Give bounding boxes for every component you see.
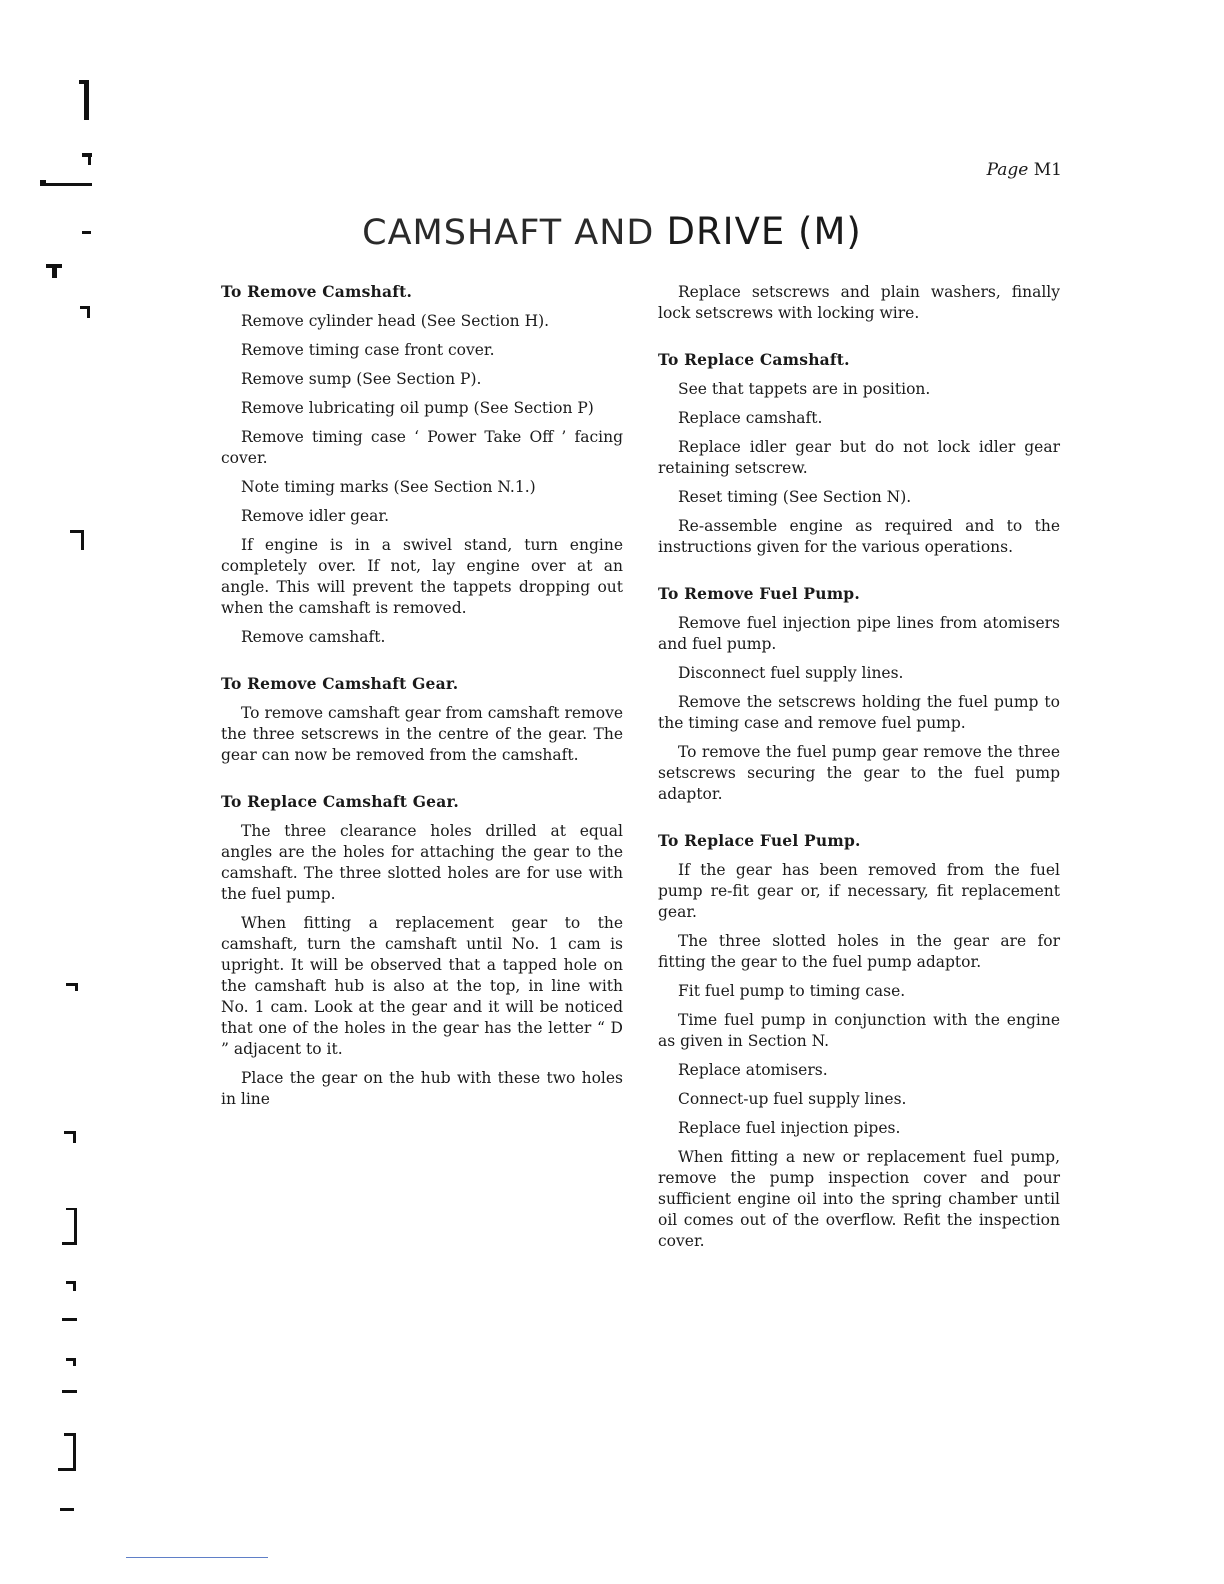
title-part-2: DRIVE (M) xyxy=(666,210,862,253)
section-remove-fuel-pump xyxy=(658,584,1060,805)
section-replace-camshaft xyxy=(658,350,1060,558)
paragraph: Remove cylinder head (See Section H). xyxy=(241,312,550,330)
paragraph: Connect-up fuel supply lines. xyxy=(678,1090,907,1108)
paragraph: Replace atomisers. xyxy=(678,1061,828,1079)
section-heading: To Replace Camshaft. xyxy=(658,350,850,369)
paragraph: Remove timing case front cover. xyxy=(241,341,495,359)
paragraph: Fit fuel pump to timing case. xyxy=(678,982,906,1000)
paragraph: The three slotted holes in the gear are for fitting the gear to the fuel pump adaptor. xyxy=(658,932,1060,971)
paragraph: To remove camshaft gear from camshaft remove the three setscrews in the centre of the gear. The gear can now be removed from the camshaft. xyxy=(221,704,623,764)
section-remove-camshaft xyxy=(221,282,623,648)
right-column xyxy=(658,282,1060,1260)
section-heading: To Replace Fuel Pump. xyxy=(658,831,861,850)
paragraph: Remove lubricating oil pump (See Section P) xyxy=(241,399,594,417)
section-remove-camshaft-gear xyxy=(221,674,623,766)
paragraph: When fitting a replacement gear to the camshaft, turn the camshaft until No. 1 cam is upright. It will be observed that a tapped hole on the camshaft hub is also at the top, in line with No. 1 cam. Look at the gear and it will be noticed that one of the holes in the gear has the letter “ D ” adjacent to it. xyxy=(221,914,623,1058)
page-number xyxy=(987,160,1062,180)
paragraph: When fitting a new or replacement fuel pump, remove the pump inspection cover and pour sufficient engine oil into the spring chamber until oil comes out of the overflow. Refit the inspection cover. xyxy=(658,1148,1060,1250)
paragraph: Replace fuel injection pipes. xyxy=(678,1119,901,1137)
paragraph: Place the gear on the hub with these two holes in line xyxy=(221,1069,623,1108)
section-heading: To Remove Camshaft Gear. xyxy=(221,674,459,693)
paragraph: Remove sump (See Section P). xyxy=(241,370,482,388)
paragraph: If the gear has been removed from the fuel pump re-fit gear or, if necessary, fit replacement gear. xyxy=(658,861,1060,921)
page-word: Page xyxy=(986,160,1029,180)
section-heading: To Remove Camshaft. xyxy=(221,282,413,301)
paragraph: Re-assemble engine as required and to the instructions given for the various operations. xyxy=(658,517,1060,556)
section-heading: To Replace Camshaft Gear. xyxy=(221,792,460,811)
page-number-value: M1 xyxy=(1033,160,1062,180)
paragraph: Replace setscrews and plain washers, finally lock setscrews with locking wire. xyxy=(658,283,1060,322)
paragraph: Note timing marks (See Section N.1.) xyxy=(241,478,536,496)
section-replace-camshaft-gear xyxy=(221,792,623,1110)
paragraph: Disconnect fuel supply lines. xyxy=(678,664,904,682)
paragraph: Remove idler gear. xyxy=(241,507,390,525)
paragraph: Reset timing (See Section N). xyxy=(678,488,912,506)
footer-rule xyxy=(126,1557,268,1558)
section-replace-fuel-pump xyxy=(658,831,1060,1252)
paragraph: Remove timing case ‘ Power Take Off ’ facing cover. xyxy=(221,428,623,467)
paragraph: Replace idler gear but do not lock idler gear retaining setscrew. xyxy=(658,438,1060,477)
paragraph: Remove fuel injection pipe lines from atomisers and fuel pump. xyxy=(658,614,1060,653)
section-heading: To Remove Fuel Pump. xyxy=(658,584,860,603)
page-title xyxy=(0,210,1224,253)
paragraph: Remove the setscrews holding the fuel pump to the timing case and remove fuel pump. xyxy=(658,693,1060,732)
paragraph: Remove camshaft. xyxy=(241,628,386,646)
paragraph: See that tappets are in position. xyxy=(678,380,931,398)
paragraph: The three clearance holes drilled at equal angles are the holes for attaching the gear to the camshaft. The three slotted holes are for use with the fuel pump. xyxy=(221,822,623,903)
title-part-1: CAMSHAFT AND xyxy=(362,213,655,253)
paragraph: Replace camshaft. xyxy=(678,409,823,427)
left-column xyxy=(221,282,623,1118)
paragraph: If engine is in a swivel stand, turn engine completely over. If not, lay engine over at an angle. This will prevent the tappets dropping out when the camshaft is removed. xyxy=(221,536,623,617)
paragraph: To remove the fuel pump gear remove the three setscrews securing the gear to the fuel pump adaptor. xyxy=(658,743,1060,803)
paragraph: Time fuel pump in conjunction with the engine as given in Section N. xyxy=(658,1011,1060,1050)
